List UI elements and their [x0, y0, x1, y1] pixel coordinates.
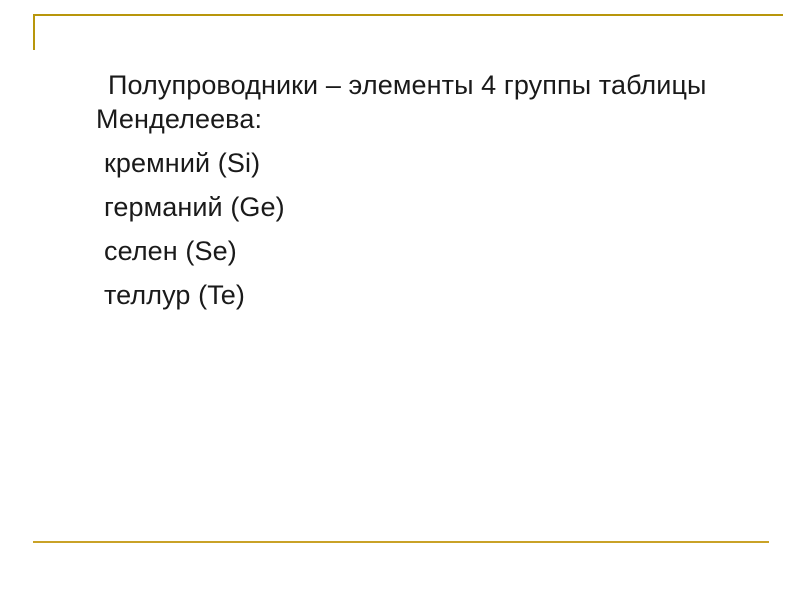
left-border-line	[33, 14, 35, 50]
top-border-line	[33, 14, 783, 16]
list-item-germanium: германий (Ge)	[104, 192, 285, 222]
list-item-tellurium: теллур (Te)	[104, 280, 246, 310]
slide-content	[96, 68, 736, 322]
list-item-selenium: селен (Se)	[104, 236, 237, 266]
list-item-silicon: кремний (Si)	[104, 148, 261, 178]
intro-text: Полупроводники – элементы 4 группы таблицы Менделеева:	[96, 70, 707, 134]
bottom-border-line	[33, 541, 769, 543]
